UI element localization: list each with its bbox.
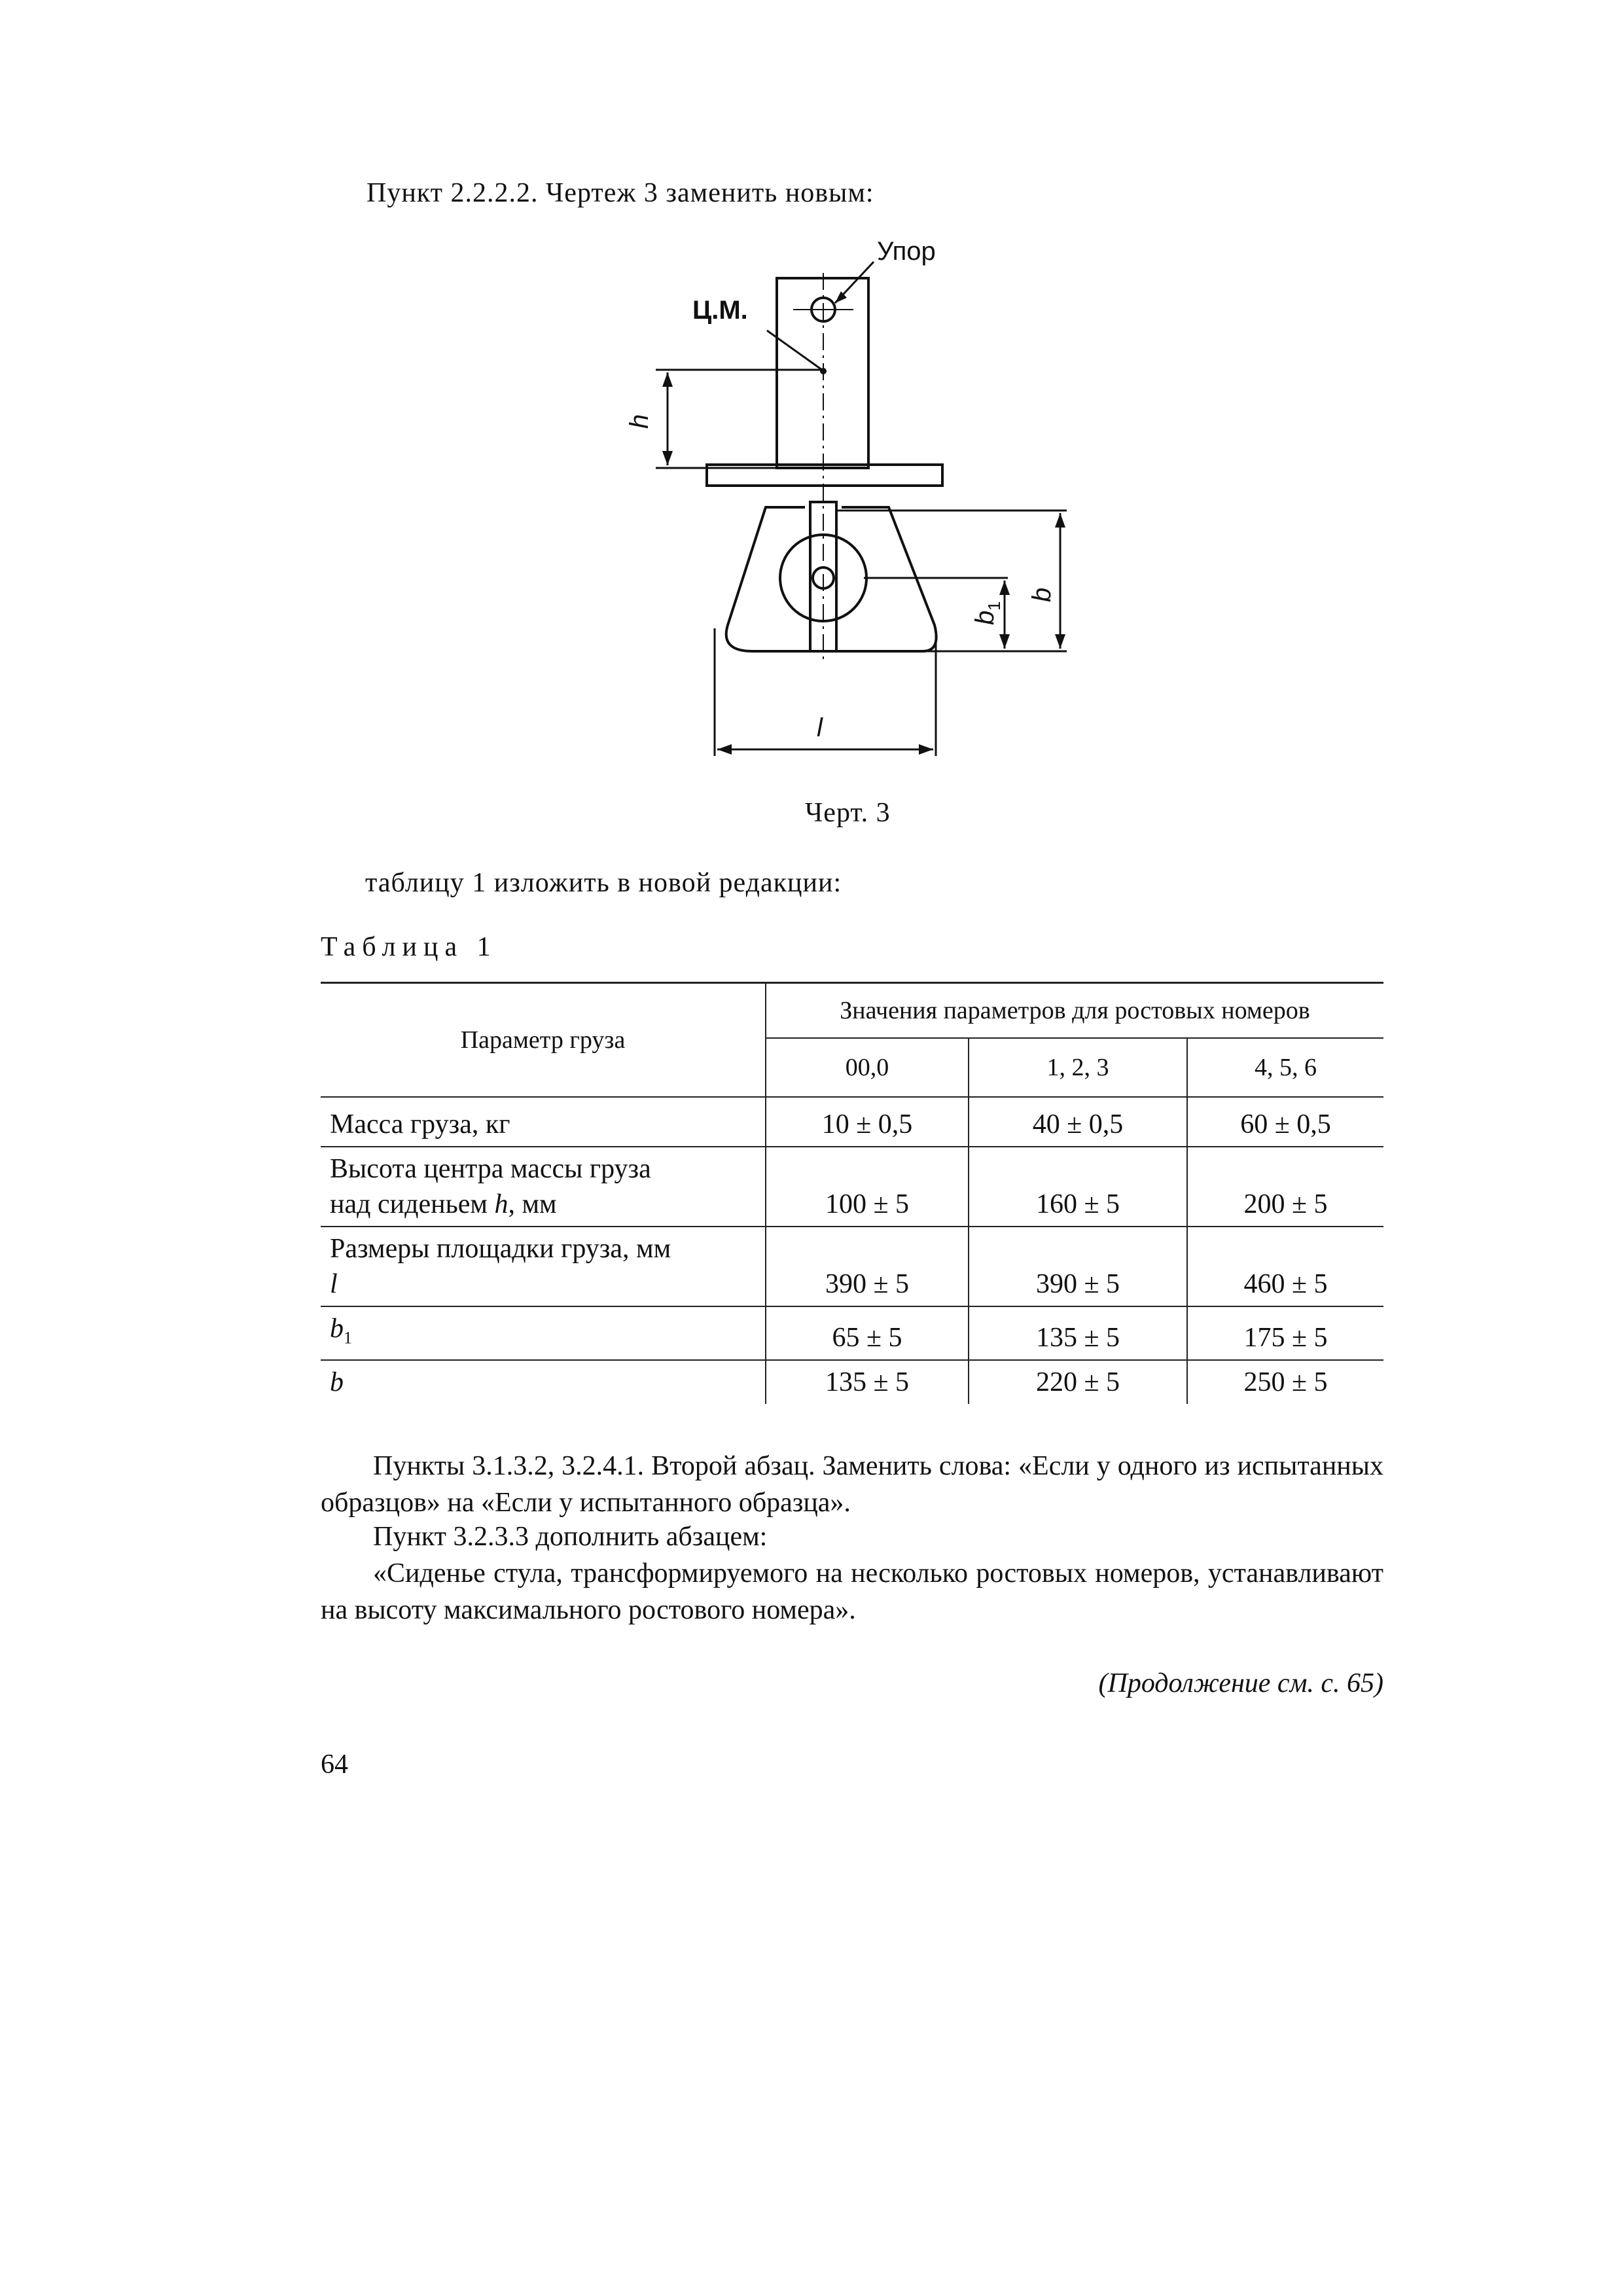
dim-h — [656, 370, 823, 468]
cell: 100 ± 5 — [766, 1147, 969, 1227]
table-row — [321, 1306, 1383, 1360]
label-stop: Упор — [877, 237, 936, 266]
dim-b — [836, 511, 1067, 651]
cm-leader — [767, 331, 822, 370]
parameters-table — [321, 982, 1383, 1404]
col-header: 00,0 — [766, 1038, 969, 1097]
values-header: Значения параметров для ростовых номеров — [766, 983, 1383, 1039]
continuation-note: (Продолжение см. с. 65) — [1098, 1668, 1383, 1698]
paragraph-1: Пункты 3.1.3.2, 3.2.4.1. Второй абзац. Заменить слова: «Если у одного из испытанных образцов» на «Если у испытанного образца». — [321, 1451, 1383, 1518]
table-row — [321, 1227, 1383, 1306]
cell: 135 ± 5 — [766, 1360, 969, 1404]
table-label: Таблица 1 — [321, 932, 497, 962]
cell: 250 ± 5 — [1187, 1360, 1383, 1404]
paragraph-2: Пункт 3.2.3.3 дополнить абзацем: — [373, 1522, 768, 1552]
table-row — [321, 1103, 1383, 1147]
dim-l — [715, 628, 936, 756]
cell: 390 ± 5 — [766, 1227, 969, 1306]
page-number: 64 — [321, 1749, 348, 1780]
label-l: l — [817, 713, 823, 742]
cell: 175 ± 5 — [1187, 1306, 1383, 1360]
label-cm: Ц.М. — [692, 296, 748, 325]
drawing-3 — [615, 232, 1086, 776]
label-b1 — [971, 601, 1004, 625]
col-header: 4, 5, 6 — [1187, 1038, 1383, 1097]
table-intro-text: таблицу 1 изложить в новой редакции: — [365, 868, 842, 898]
row-label: Масса груза, кг — [321, 1103, 766, 1147]
cell: 60 ± 0,5 — [1187, 1103, 1383, 1147]
label-h: h — [625, 414, 654, 429]
cell: 135 ± 5 — [969, 1306, 1187, 1360]
cell: 65 ± 5 — [766, 1306, 969, 1360]
cell: 460 ± 5 — [1187, 1227, 1383, 1306]
param-header: Параметр груза — [321, 983, 766, 1098]
cell: 10 ± 0,5 — [766, 1103, 969, 1147]
intro-text: Пункт 2.2.2.2. Чертеж 3 заменить новым: — [366, 178, 874, 208]
row-label: Высота центра массы груза над сиденьем h, мм — [321, 1147, 766, 1227]
row-label: b — [321, 1360, 766, 1404]
col-header: 1, 2, 3 — [969, 1038, 1187, 1097]
cell: 40 ± 0,5 — [969, 1103, 1187, 1147]
svg-text:1: 1 — [984, 601, 1004, 611]
table-row — [321, 1360, 1383, 1404]
label-b: b — [1027, 587, 1056, 602]
drawing-lines — [707, 278, 942, 651]
cell: 200 ± 5 — [1187, 1147, 1383, 1227]
support-body — [726, 507, 936, 651]
row-label: $b_1$ — [321, 1306, 766, 1360]
paragraph-3: «Сиденье стула, трансформируемого на несколько ростовых номеров, устанавливают на высоту максимального ростового номера». — [321, 1558, 1383, 1625]
cell: 160 ± 5 — [969, 1147, 1187, 1227]
svg-text:b: b — [971, 610, 999, 625]
table-header-row — [321, 983, 1383, 1039]
row-label: Размеры площадки груза, мм l — [321, 1227, 766, 1306]
cell: 220 ± 5 — [969, 1360, 1187, 1404]
drawing-caption: Черт. 3 — [805, 798, 891, 828]
table-row — [321, 1147, 1383, 1227]
cell: 390 ± 5 — [969, 1227, 1187, 1306]
